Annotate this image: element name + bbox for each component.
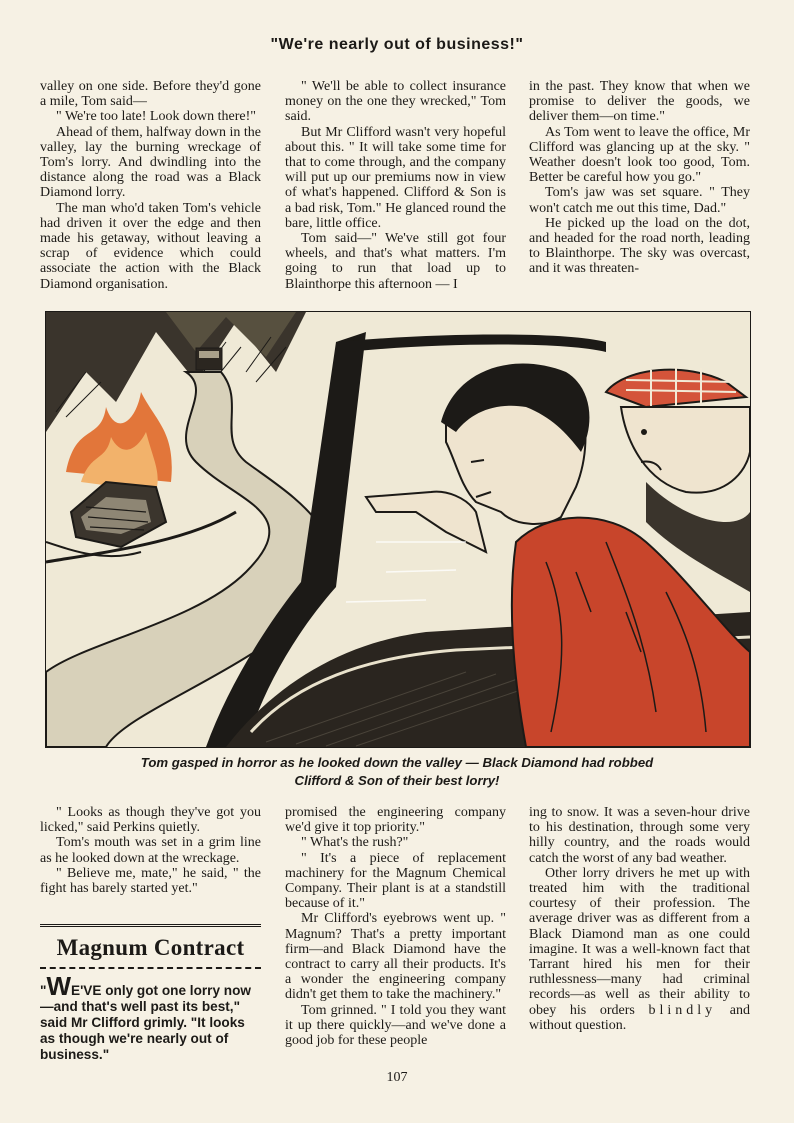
- paragraph: " We'll be able to collect insurance money on the one they wrecked," Tom said.: [285, 79, 506, 125]
- paragraph-text: and without question.: [529, 1002, 750, 1033]
- caption-line: Tom gasped in horror as he looked down the valley — Black Diamond had robbed: [140, 755, 654, 770]
- comic-illustration: [45, 311, 751, 748]
- column-bottom-1: [40, 805, 261, 896]
- paragraph: The man who'd taken Tom's vehicle had driven it over the edge and then made his getaway, without leaving a scrap of evidence which could associate the action with the Black Diamond organisation.: [40, 200, 261, 292]
- column-bottom-3: [529, 805, 750, 1033]
- section-subhead: Magnum Contract: [40, 924, 261, 969]
- column-top-3: [529, 79, 750, 277]
- paragraph: " We're too late! Look down there!": [56, 109, 256, 125]
- illustration-drawing: [46, 312, 750, 747]
- paragraph: Mr Clifford's eyebrows went up. " Magnum? That's a pretty important firm—and Black Diamond have the contract to carry all their products. It's a wonder the engineering company didn't get them to take the machinery.": [285, 911, 506, 1003]
- drop-cap: W: [46, 971, 71, 1001]
- paragraph: Tom said—" We've still got four wheels, and that's what matters. I'm going to run that load up to Blainthorpe this afternoon — I: [285, 231, 506, 292]
- paragraph: ing to snow. It was a seven-hour drive to his destination, through some very hilly country, and the roads would catch the worst of any bad weather.: [529, 805, 750, 866]
- paragraph: As Tom went to leave the office, Mr Clifford was glancing up at the sky. " Weather doesn't look too good, Tom. Better be careful how you go.": [529, 124, 750, 186]
- paragraph: But Mr Clifford wasn't very hopeful about this. " It will take some time for that to come through, and the company will put up our premiums now in view of what's happened. Clifford & Son is a bad risk, Tom." He glanced round the bare, little office.: [285, 124, 506, 231]
- paragraph: " Looks as though they've got you licked," said Perkins quietly.: [40, 805, 261, 836]
- illustration-caption: [60, 754, 734, 790]
- column-bottom-2: [285, 805, 506, 1048]
- column-top-2: [285, 79, 506, 292]
- page-number: 107: [386, 1070, 408, 1085]
- spaced-word: blindly: [648, 1002, 717, 1018]
- column-top-1: [40, 79, 261, 292]
- running-head: "We're nearly out of business!": [270, 36, 524, 53]
- paragraph: promised the engineering company we'd give it top priority.": [285, 805, 506, 836]
- paragraph-text: Other lorry drivers he met up with treated him with the traditional courtesy of their profession. The average driver was as different from a Black Diamond man as one could imagine. It was a well-known fact that Tarrant hired his men for their ruthlessness—many had criminal records—as well as their ability to obey his orders: [529, 865, 750, 1018]
- paragraph: in the past. They know that when we promise to deliver the goods, we deliver them—on time.": [529, 79, 750, 125]
- paragraph: " What's the rush?": [301, 835, 409, 851]
- caption-line: Clifford & Son of their best lorry!: [294, 773, 500, 788]
- section-lead: [40, 971, 261, 1063]
- paragraph: Tom's jaw was set square. " They won't catch me out this time, Dad.": [529, 185, 750, 216]
- paragraph: Tom grinned. " I told you they want it up there quickly—and we've done a good job for these people: [285, 1002, 506, 1049]
- paragraph: " Believe me, mate," he said, " the fight has barely started yet.": [40, 865, 261, 897]
- paragraph: He picked up the load on the dot, and headed for the road north, leading to Blainthorpe. The sky was overcast, and it was threaten-: [529, 215, 750, 277]
- paragraph: [529, 866, 750, 1033]
- lead-text: E'VE only got one lorry now—and that's well past its best," said Mr Clifford grimly. "It looks as though we're nearly out of business.": [40, 983, 251, 1062]
- paragraph: Tom's mouth was set in a grim line as he looked down at the wreckage.: [40, 835, 261, 866]
- paragraph: Ahead of them, halfway down in the valley, lay the burning wreckage of Tom's lorry. And dwindling into the distance along the road was a Black Diamond lorry.: [40, 124, 261, 201]
- lead-open-quote: ": [40, 983, 47, 998]
- paragraph: valley on one side. Before they'd gone a mile, Tom said—: [40, 79, 261, 110]
- paragraph: " It's a piece of replacement machinery for the Magnum Chemical Company. Their plant is at a standstill because of it.": [285, 850, 506, 912]
